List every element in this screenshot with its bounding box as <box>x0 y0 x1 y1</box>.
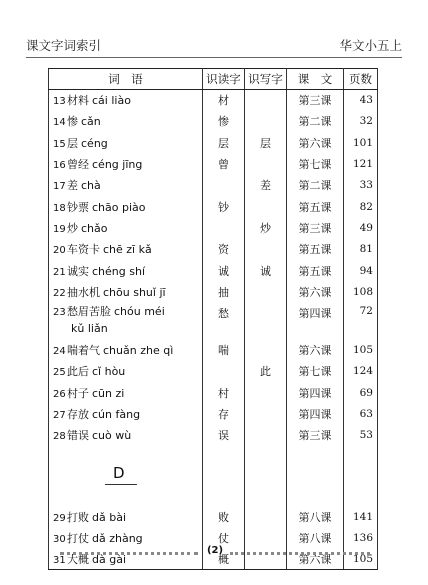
write-char <box>245 90 287 111</box>
table-row <box>49 339 378 360</box>
footer-dotted-rule-right <box>230 552 370 555</box>
row-number: 15 <box>53 138 66 150</box>
table-row <box>49 175 378 196</box>
row-number: 14 <box>53 117 66 129</box>
write-char <box>245 196 287 217</box>
page-number: 105 <box>344 549 378 570</box>
word-pinyin: cuò wù <box>92 429 132 443</box>
word-text: 诚实 <box>67 264 89 278</box>
table-row <box>49 132 378 153</box>
lesson-name: 第七课 <box>287 153 344 174</box>
write-char <box>245 506 287 527</box>
word-pinyin: cái liào <box>92 94 131 108</box>
write-char <box>245 403 287 424</box>
write-char: 诚 <box>245 260 287 281</box>
column-header-read: 识读字 <box>203 69 245 90</box>
write-char: 炒 <box>245 217 287 238</box>
table-row <box>49 302 378 339</box>
lesson-name: 第四课 <box>287 382 344 403</box>
word-text: 喘着气 <box>67 344 100 358</box>
page-number: 82 <box>344 196 378 217</box>
word-text: 惨 <box>67 115 78 129</box>
table-row <box>49 506 378 527</box>
page-header <box>26 36 402 56</box>
read-char: 层 <box>203 132 245 153</box>
table-row <box>49 361 378 382</box>
lesson-name: 第三课 <box>287 90 344 111</box>
page-number: 43 <box>344 90 378 111</box>
page-number: 32 <box>344 111 378 132</box>
write-char <box>245 339 287 360</box>
read-char: 曾 <box>203 153 245 174</box>
word-pinyin: chāo piào <box>92 200 146 214</box>
read-char: 存 <box>203 403 245 424</box>
page-number: 81 <box>344 239 378 260</box>
header-left-title: 课文字词索引 <box>26 38 102 53</box>
word-pinyin: chéng shí <box>92 264 145 278</box>
lesson-name: 第六课 <box>287 549 344 570</box>
row-number: 20 <box>53 245 66 257</box>
table-row <box>49 239 378 260</box>
page-number: 108 <box>344 281 378 302</box>
write-char <box>245 382 287 403</box>
row-number: 24 <box>53 346 66 358</box>
column-header-write: 识写字 <box>245 69 287 90</box>
word-pinyin: chuǎn zhe qì <box>103 344 174 358</box>
lesson-name: 第五课 <box>287 196 344 217</box>
table-row <box>49 111 378 132</box>
page-number: 121 <box>344 153 378 174</box>
word-pinyin-continued: kǔ liǎn <box>71 322 108 336</box>
read-char <box>203 361 245 382</box>
lesson-name: 第八课 <box>287 527 344 548</box>
row-number: 17 <box>53 181 66 193</box>
write-char: 此 <box>245 361 287 382</box>
word-pinyin: chà <box>81 179 101 193</box>
page-number: 63 <box>344 403 378 424</box>
word-text: 打仗 <box>67 531 89 545</box>
write-char: 差 <box>245 175 287 196</box>
page-number: 136 <box>344 527 378 548</box>
read-char <box>203 217 245 238</box>
write-char: 层 <box>245 132 287 153</box>
word-text: 曾经 <box>67 158 89 172</box>
lesson-name: 第四课 <box>287 302 344 339</box>
row-number: 26 <box>53 388 66 400</box>
word-text: 炒 <box>67 221 78 235</box>
page-number: 69 <box>344 382 378 403</box>
word-pinyin: cún fàng <box>92 408 141 421</box>
row-number: 29 <box>53 512 66 524</box>
table-row <box>49 403 378 424</box>
column-header-word: 词 语 <box>49 69 203 90</box>
write-char <box>245 302 287 339</box>
word-text: 打败 <box>67 510 89 524</box>
row-number: 21 <box>53 266 66 278</box>
page-number: 53 <box>344 425 378 446</box>
table-row <box>49 90 378 111</box>
row-number: 22 <box>53 287 66 299</box>
word-text: 材料 <box>67 94 89 108</box>
read-char: 概 <box>203 549 245 570</box>
word-text: 钞票 <box>67 200 89 214</box>
page-number: 94 <box>344 260 378 281</box>
word-pinyin: dà gài <box>92 552 126 566</box>
column-header-lesson: 课 文 <box>287 69 344 90</box>
read-char: 败 <box>203 506 245 527</box>
lesson-name: 第三课 <box>287 425 344 446</box>
page-number: 101 <box>344 132 378 153</box>
lesson-name: 第五课 <box>287 239 344 260</box>
word-pinyin: chóu méi <box>114 305 165 319</box>
read-char: 诚 <box>203 260 245 281</box>
row-number: 28 <box>53 431 66 443</box>
lesson-name: 第六课 <box>287 281 344 302</box>
word-text: 车资卡 <box>67 243 100 257</box>
lesson-name: 第六课 <box>287 339 344 360</box>
write-char <box>245 425 287 446</box>
word-pinyin: dǎ bài <box>92 510 126 524</box>
read-char: 误 <box>203 425 245 446</box>
word-text: 愁眉苦脸 <box>67 305 111 319</box>
word-pinyin: cūn zi <box>92 386 125 400</box>
row-number: 25 <box>53 367 66 379</box>
read-char: 村 <box>203 382 245 403</box>
header-right-title: 华文小五上 <box>339 38 402 53</box>
lesson-name: 第五课 <box>287 260 344 281</box>
table-row <box>49 153 378 174</box>
page-number: 33 <box>344 175 378 196</box>
word-pinyin: cǐ hòu <box>92 365 126 379</box>
word-text: 错误 <box>67 429 89 443</box>
section-letter-underline <box>105 484 137 485</box>
read-char: 抽 <box>203 281 245 302</box>
row-number: 23 <box>53 307 66 319</box>
lesson-name: 第二课 <box>287 111 344 132</box>
read-char: 材 <box>203 90 245 111</box>
row-number: 13 <box>53 96 66 108</box>
word-text: 层 <box>67 136 78 150</box>
word-pinyin: dǎ zhàng <box>92 531 143 545</box>
section-letter-row <box>49 446 378 506</box>
word-pinyin: chē zī kǎ <box>103 243 152 257</box>
word-text: 村子 <box>67 386 89 400</box>
row-number: 27 <box>53 410 66 421</box>
read-char: 喘 <box>203 339 245 360</box>
word-pinyin: chǎo <box>81 221 108 235</box>
write-char <box>245 111 287 132</box>
row-number: 19 <box>53 223 66 235</box>
word-pinyin: chōu shuǐ jī <box>103 285 166 299</box>
section-letter: D <box>113 463 125 482</box>
page-number: 105 <box>344 339 378 360</box>
footer-dotted-rule-left <box>60 552 198 555</box>
word-text: 大概 <box>67 552 89 566</box>
write-char <box>245 527 287 548</box>
write-char <box>245 239 287 260</box>
word-pinyin: cǎn <box>81 115 101 129</box>
table-row <box>49 196 378 217</box>
table-row <box>49 382 378 403</box>
word-text: 差 <box>67 179 78 193</box>
read-char: 惨 <box>203 111 245 132</box>
word-pinyin: céng <box>81 136 108 150</box>
table-header-row <box>49 69 378 90</box>
page-number: 49 <box>344 217 378 238</box>
lesson-name: 第八课 <box>287 506 344 527</box>
table-row <box>49 217 378 238</box>
lesson-name: 第七课 <box>287 361 344 382</box>
word-text: 存放 <box>67 408 89 421</box>
table-row <box>49 260 378 281</box>
lesson-name: 第二课 <box>287 175 344 196</box>
lesson-name: 第三课 <box>287 217 344 238</box>
row-number: 30 <box>53 533 66 545</box>
write-char <box>245 153 287 174</box>
read-char <box>203 175 245 196</box>
page-number: 141 <box>344 506 378 527</box>
read-char: 仗 <box>203 527 245 548</box>
page-number: 72 <box>344 302 378 339</box>
word-index-table <box>48 68 378 570</box>
column-header-page: 页数 <box>344 69 378 90</box>
header-rule <box>26 57 402 58</box>
word-text: 此后 <box>67 365 89 379</box>
row-number: 31 <box>53 554 66 566</box>
lesson-name: 第四课 <box>287 403 344 424</box>
lesson-name: 第六课 <box>287 132 344 153</box>
row-number: 18 <box>53 202 66 214</box>
read-char: 钞 <box>203 196 245 217</box>
read-char: 愁 <box>203 302 245 339</box>
table-row <box>49 281 378 302</box>
write-char <box>245 281 287 302</box>
read-char: 资 <box>203 239 245 260</box>
word-text: 抽水机 <box>67 285 100 299</box>
row-number: 16 <box>53 160 66 172</box>
word-pinyin: céng jīng <box>92 158 143 172</box>
table-row <box>49 425 378 446</box>
page-number: 124 <box>344 361 378 382</box>
footer-page-number: (2) <box>206 545 224 556</box>
